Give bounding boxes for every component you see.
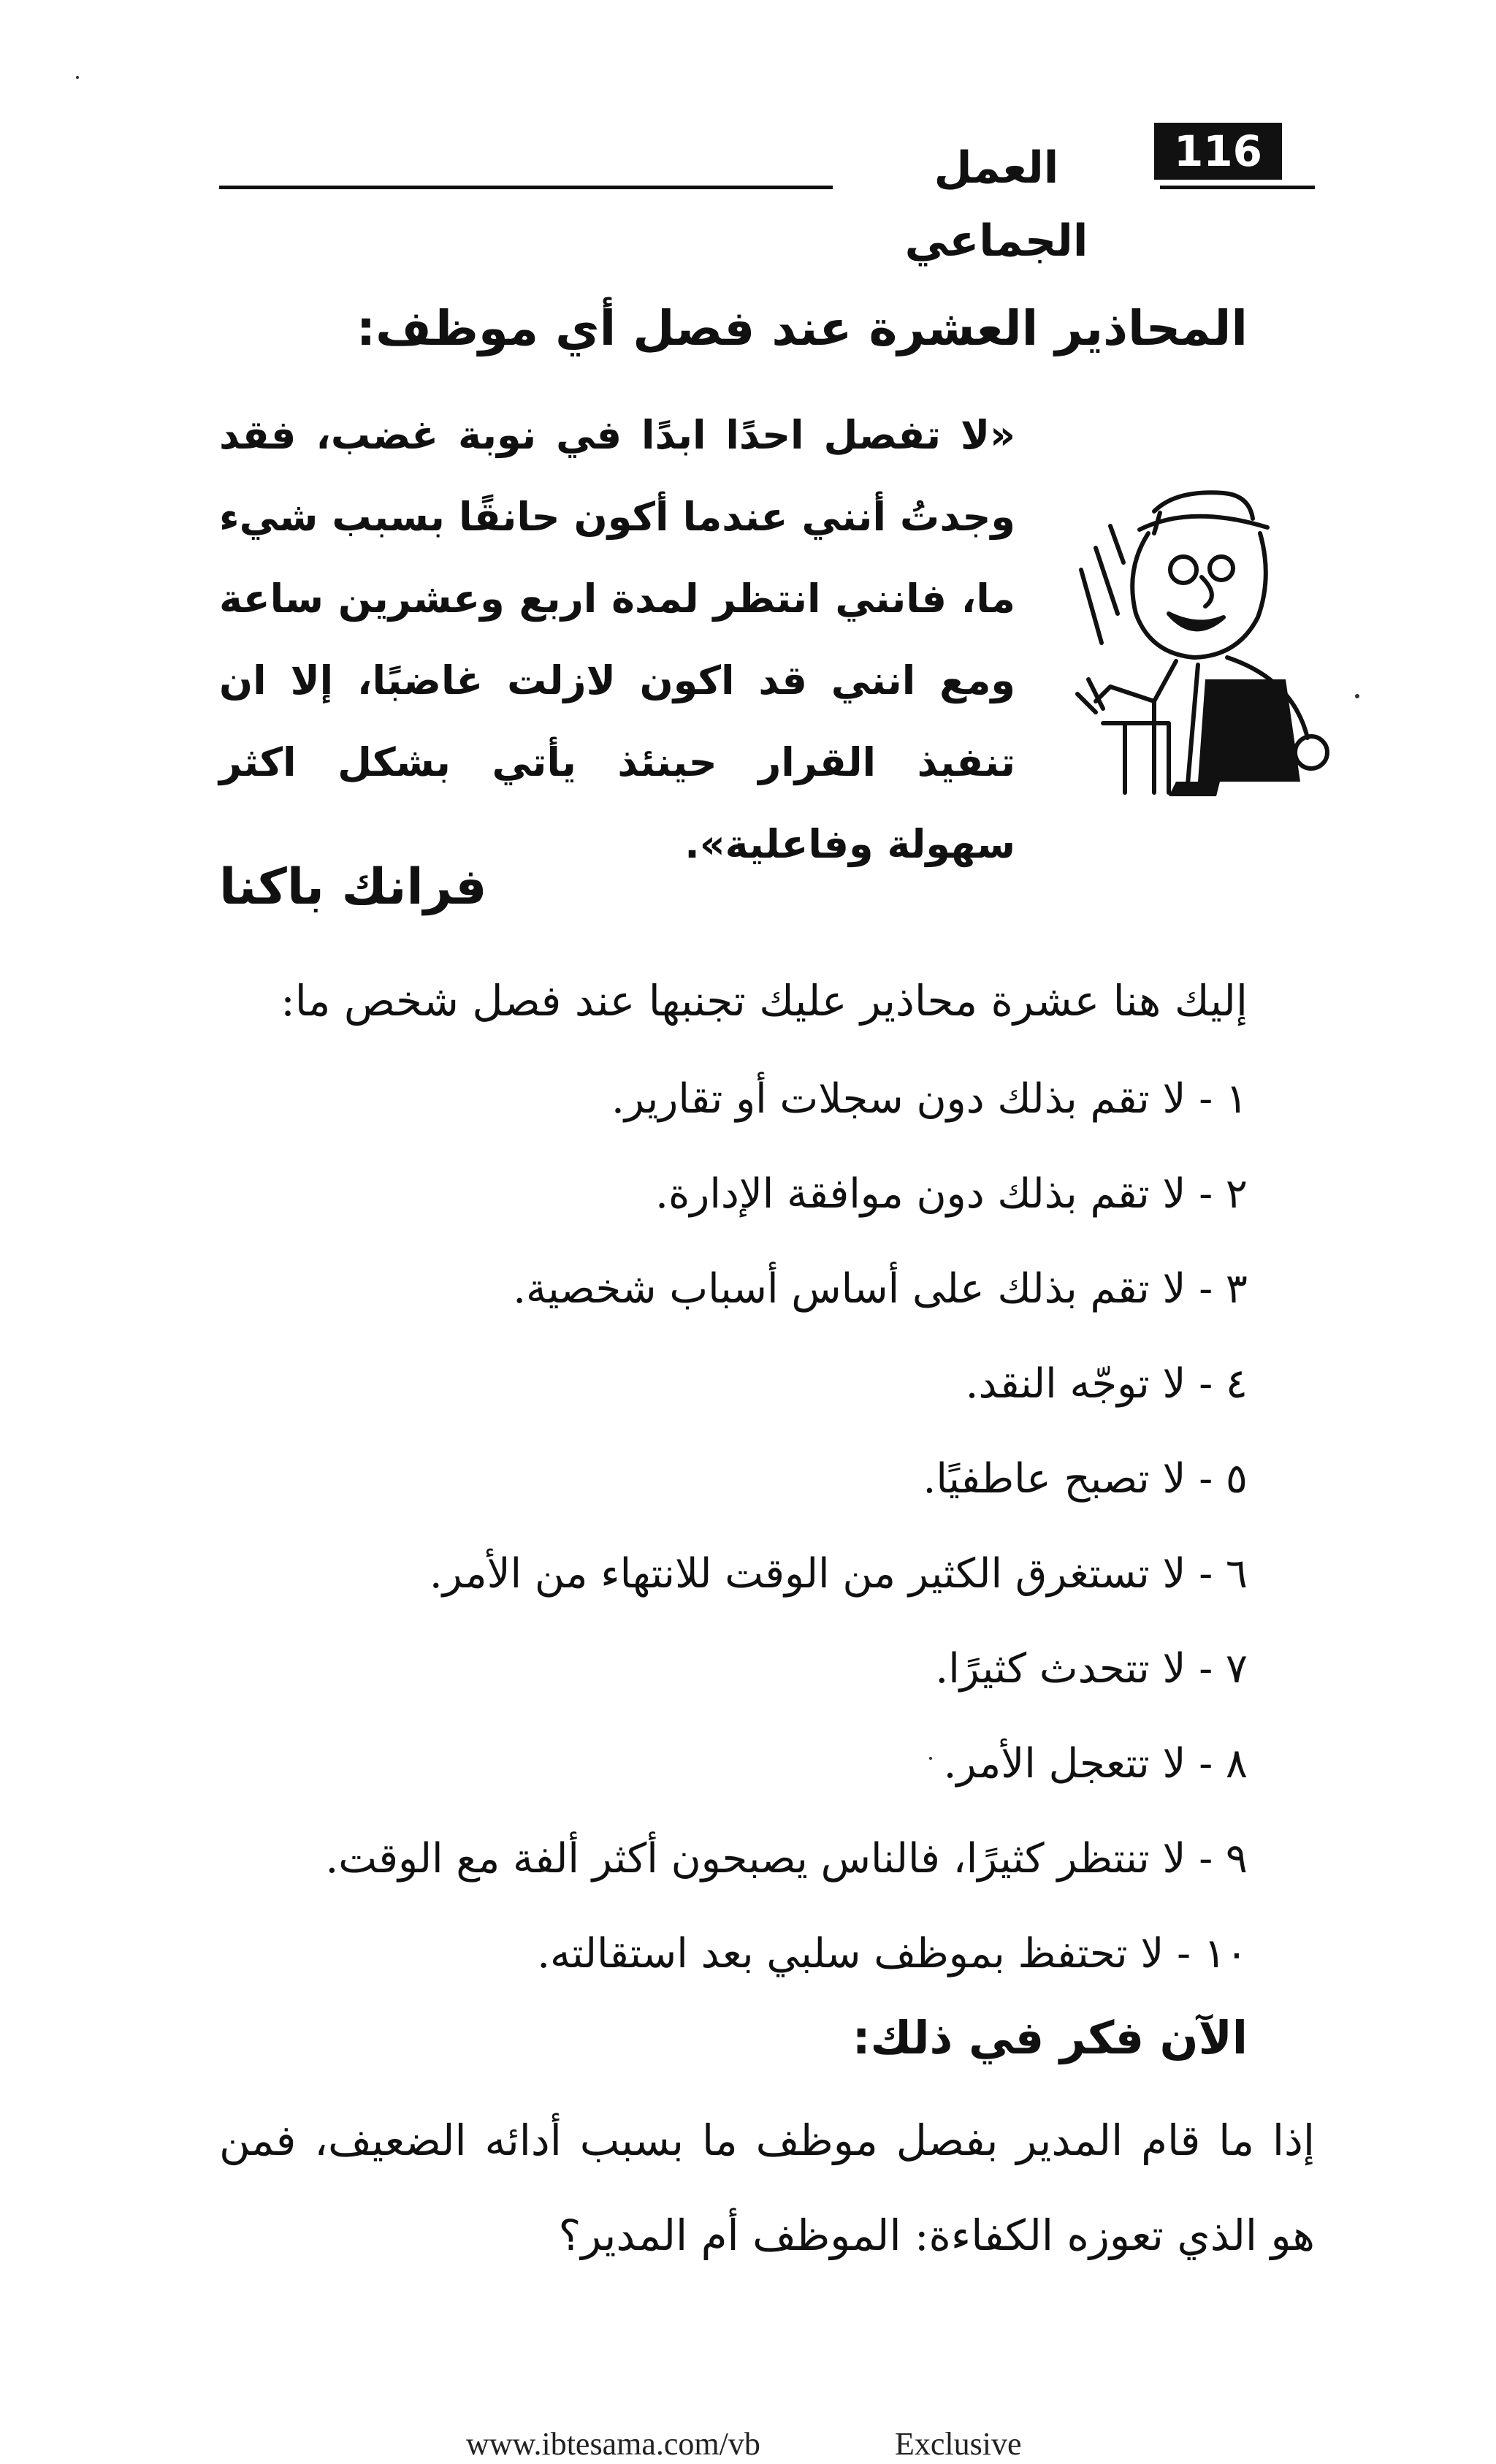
scan-speck [1355,694,1359,698]
list-item: ٢ - لا تقم بذلك دون موافقة الإدارة. [655,1170,1248,1218]
question-text: إذا ما قام المدير بفصل موظف ما بسبب أدائه الضعيف، فمن هو الذي تعوزه الكفاءة: الموظف أم المدير؟ [219,2116,1315,2260]
page-number: 116 [1154,123,1282,180]
tips-list [210,1052,1248,2002]
think-title: الآن فكر في ذلك: [852,2011,1248,2064]
list-item: ٦ - لا تستغرق الكثير من الوقت للانتهاء من الأمر. [429,1550,1248,1598]
quote-author: فرانك باكنا [219,858,487,916]
list-item: ٣ - لا تقم بذلك على أساس أسباب شخصية. [513,1265,1248,1313]
list-item: ٥ - لا تصبح عاطفيًا. [923,1455,1248,1503]
angry-manager-cartoon-icon [1066,460,1344,804]
running-title: العمل الجماعي [833,131,1160,205]
list-item: ٤ - لا توجّه النقد. [965,1360,1248,1408]
footer-url: www.ibtesama.com/vb [466,2426,760,2462]
scan-speck [76,76,79,79]
scan-speck [929,1757,932,1760]
quote-text: «لا تفصل احدًا ابدًا في نوبة غضب، فقد وجدتُ أنني عندما أكون حانقًا بسبب شيء ما، فانني انتظر لمدة اربع وعشرين ساعة ومع انني قد اكون لازلت غاضبًا، إلا ان تنفيذ القرار حينئذ يأتي بشكل اكثر سهولة وفاعلية». [219,412,1015,867]
list-item: ٩ - لا تنتظر كثيرًا، فالناس يصبحون أكثر ألفة مع الوقت. [325,1835,1248,1883]
list-item: ١ - لا تقم بذلك دون سجلات أو تقارير. [611,1075,1248,1123]
list-item: ٧ - لا تتحدث كثيرًا. [935,1645,1248,1693]
intro-text: إليك هنا عشرة محاذير عليك تجنبها عند فصل شخص ما: [280,976,1248,1026]
list-item: ٨ - لا تتعجل الأمر. [943,1740,1248,1788]
list-item: ١٠ - لا تحتفظ بموظف سلبي بعد استقالته. [537,1930,1248,1977]
footer-tag: Exclusive [895,2426,1022,2462]
section-title: المحاذير العشرة عند فصل أي موظف: [356,300,1248,356]
